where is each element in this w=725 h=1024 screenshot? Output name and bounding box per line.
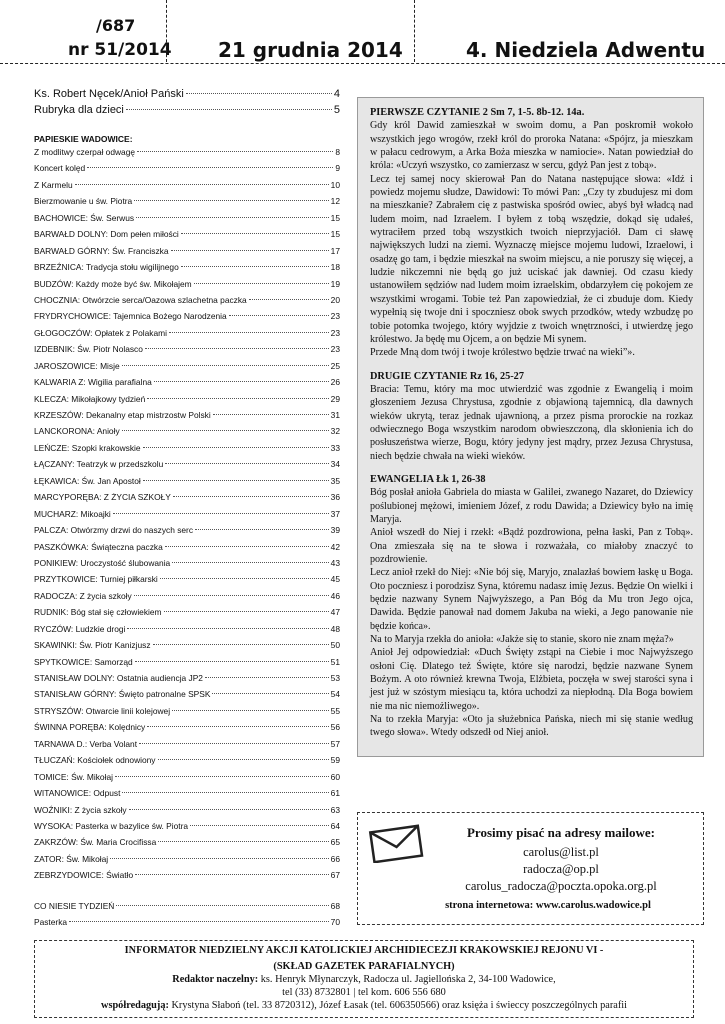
toc-leader-dots [147, 726, 328, 727]
toc-leader-dots [160, 578, 329, 579]
toc-section-title: PAPIESKIE WADOWICE: [34, 134, 133, 144]
table-of-contents [34, 88, 340, 933]
toc-entry-page: 8 [335, 147, 340, 157]
toc-entry-page: 66 [330, 853, 340, 864]
toc-entry-label: ŁĘKAWICA: Św. Jan Apostoł [34, 475, 141, 486]
gospel-heading: EWANGELIA Łk 1, 26-38 [370, 473, 486, 485]
toc-entry-page: 18 [330, 262, 340, 273]
toc-entry-page: 68 [330, 900, 340, 911]
reading-paragraph: Na to rzekła Maryja: «Oto ja służebnica Pańska, niech mi się stanie według twego słowa». Wtedy odszedł od Niej anioł. [370, 714, 693, 739]
toc-leader-dots [158, 759, 329, 760]
toc-entry[interactable] [34, 673, 340, 689]
toc-entry-page: 63 [330, 804, 340, 815]
toc-entry-label: PASZKÓWKA: Świąteczna paczka [34, 541, 163, 552]
toc-bottom-entries [34, 901, 340, 933]
toc-entry[interactable] [34, 624, 340, 640]
toc-leader-dots [186, 93, 332, 94]
coeditors-label: współredagują: [101, 1000, 169, 1011]
toc-entry-page: 39 [330, 525, 340, 536]
toc-entry-page: 67 [330, 870, 340, 881]
coeditors-text: Krystyna Słaboń (tel. 33 8720312), Józef Łasak (tel. 606350566) oraz księża i świeccy poszczególnych parafii [168, 1000, 627, 1011]
toc-entry-page: 42 [330, 541, 340, 552]
toc-leader-dots [126, 109, 332, 110]
masthead [0, 0, 725, 66]
reading-paragraph: Przede Mną dom twój i twoje królestwo będzie trwać na wieki”». [370, 347, 635, 359]
toc-entry-page: 34 [330, 459, 340, 470]
toc-entry-page: 25 [330, 360, 340, 371]
toc-entry[interactable] [34, 196, 340, 212]
toc-entry[interactable] [34, 311, 340, 327]
toc-leader-dots [153, 644, 329, 645]
email-link[interactable]: carolus_radocza@poczta.opoka.org.pl [465, 879, 657, 893]
issue-label: nr 51/2014 [68, 40, 172, 60]
toc-entry-page: 26 [330, 377, 340, 388]
toc-entry-page: 55 [330, 705, 340, 716]
toc-entry[interactable] [34, 805, 340, 821]
toc-leader-dots [122, 430, 329, 431]
first-reading-heading: PIERWSZE CZYTANIE 2 Sm 7, 1-5. 8b-12. 14a. [370, 107, 585, 118]
toc-entry[interactable] [34, 591, 340, 607]
toc-entry[interactable] [34, 870, 340, 886]
toc-entry[interactable] [34, 821, 340, 837]
toc-entry[interactable] [34, 772, 340, 788]
toc-leader-dots [115, 776, 329, 777]
toc-entry-page: 51 [330, 656, 340, 667]
contact-title: Prosimy pisać na adresy mailowe: [466, 825, 655, 840]
toc-leader-dots [173, 496, 329, 497]
issue-date: 21 grudnia 2014 [218, 38, 403, 62]
toc-entry[interactable] [34, 328, 340, 344]
toc-entry-page: 53 [330, 673, 340, 683]
toc-entry[interactable] [34, 788, 340, 804]
toc-entry-page: 23 [330, 344, 340, 355]
toc-entry[interactable] [34, 443, 340, 459]
toc-entry-page: 56 [330, 722, 340, 733]
toc-entry-label: KRZESZÓW: Dekanalny etap mistrzostw Polski [34, 410, 211, 420]
toc-entry[interactable] [34, 262, 340, 278]
toc-entry[interactable] [34, 88, 340, 104]
editor-label: Redaktor naczelny: [172, 974, 259, 985]
toc-entry-label: ZEBRZYDOWICE: Światło [34, 870, 134, 881]
toc-top-entries [34, 88, 340, 120]
toc-entry-page: 15 [330, 229, 340, 240]
toc-leader-dots [165, 463, 328, 464]
contact-box [357, 812, 704, 925]
toc-entry[interactable] [34, 163, 340, 179]
toc-entry-label: ŚWINNA PORĘBA: Kolędnicy [34, 722, 146, 733]
toc-leader-dots [122, 792, 328, 793]
toc-entry-label: WITANOWICE: Odpust [34, 788, 121, 799]
toc-leader-dots [134, 200, 328, 201]
toc-leader-dots [212, 693, 328, 694]
toc-leader-dots [181, 233, 329, 234]
toc-leader-dots [87, 167, 333, 168]
liturgical-feast: 4. Niedziela Adwentu [466, 38, 706, 62]
toc-entry[interactable] [34, 640, 340, 656]
toc-entry-label: CHOCZNIA: Otwórzcie serca/Oazowa szlachetna paczka [34, 294, 247, 305]
toc-entry-page: 50 [330, 640, 340, 651]
toc-entry[interactable] [34, 558, 340, 574]
toc-leader-dots [139, 743, 329, 744]
toc-entry-label: KALWARIA Z: Wigilia parafialna [34, 377, 152, 388]
toc-entry-page: 9 [335, 163, 340, 174]
toc-entry[interactable] [34, 476, 340, 492]
reading-paragraph: Na to Maryja rzekła do anioła: «Jakże się to stanie, skoro nie znam męża?» [370, 634, 674, 646]
toc-leader-dots [164, 611, 329, 612]
toc-entry-label: ZATOR: Św. Mikołaj [34, 853, 109, 864]
toc-leader-dots [137, 151, 333, 152]
toc-entry-label: BARWAŁD DOLNY: Dom pełen miłości [34, 229, 179, 240]
toc-entry[interactable] [34, 104, 340, 120]
toc-leader-dots [129, 809, 329, 810]
toc-entry-label: ŁĄCZANY: Teatrzyk w przedszkolu [34, 459, 164, 470]
toc-entry-label: WYSOKA: Pasterka w bazylice św. Piotra [34, 820, 189, 831]
toc-entry[interactable] [34, 689, 340, 705]
toc-entry[interactable] [34, 246, 340, 262]
toc-entry-label: RYCZÓW: Ludzkie drogi [34, 623, 126, 634]
toc-entry-page: 17 [330, 245, 340, 256]
toc-leader-dots [181, 266, 329, 267]
sunday-readings [357, 97, 704, 757]
toc-leader-dots [136, 217, 329, 218]
toc-leader-dots [165, 546, 329, 547]
toc-leader-dots [75, 184, 329, 185]
toc-entry-label: MUCHARZ: Mikoajki [34, 508, 111, 519]
toc-entry-page: 61 [330, 788, 340, 799]
toc-entry-label: SPYTKOWICE: Samorząd [34, 656, 133, 667]
toc-leader-dots [116, 905, 328, 906]
toc-entry-label: BACHOWICE: Św. Serwus [34, 212, 135, 223]
toc-entry-page: 5 [333, 104, 340, 116]
toc-entry[interactable] [34, 525, 340, 541]
toc-leader-dots [127, 628, 328, 629]
toc-entry-page: 46 [330, 590, 340, 601]
phone-line: tel (33) 8732801 | tel kom. 606 556 680 [282, 987, 446, 998]
reading-paragraph: Anioł Jej odpowiedział: «Duch Święty zstąpi na Ciebie i moc Najwyższego osłoni Cię. Dlatego też Święte, które się narodzi, będzie nazwane Synem Bożym. A oto również krewna Twoja, Elżbieta, poczęła w swej starości syna i jest już w szóstym miesiącu ta, która uchodzi za niepłodną. Dla Boga bowiem nie ma nic niemożliwego». [370, 647, 693, 712]
toc-parish-list [34, 147, 340, 887]
toc-entry-label: IZDEBNIK: Św. Piotr Nolasco [34, 344, 143, 355]
reading-paragraph: Gdy król Dawid zamieszkał w swoim domu, a Pan poskromił wokoło wszystkich jego wrogów, rzekł król do proroka Natana: «Spójrz, ja mieszkam w pałacu cedrowym, a Arka Boża mieszka w namiocie». Natan powiedział do króla: «Uczyń wszystko, co zamierzasz w sercu, gdyż Pan jest z tobą». [370, 120, 693, 172]
toc-entry[interactable] [34, 917, 340, 933]
header-divider [166, 0, 167, 62]
toc-entry-page: 15 [330, 212, 340, 223]
toc-entry-label: BRZEŹNICA: Tradycja stołu wigilijnego [34, 262, 179, 273]
toc-entry-page: 32 [330, 426, 340, 437]
reading-paragraph: Bóg posłał anioła Gabriela do miasta w Galilei, zwanego Nazaret, do Dziewicy poślubionej mężowi, imieniem Józef, z rodu Dawida; a Dziewicy było na imię Maryja. [370, 487, 693, 525]
toc-leader-dots [190, 825, 329, 826]
toc-leader-dots [213, 414, 329, 415]
toc-entry-label: Pasterka [34, 916, 68, 927]
toc-entry-label: LEŃCZE: Szopki krakowskie [34, 442, 141, 453]
toc-entry-label: ZAKRZÓW: Św. Maria Crocifissa [34, 837, 157, 848]
toc-entry-label: PONIKIEW: Uroczystość ślubowania [34, 557, 171, 568]
toc-entry-page: 57 [330, 738, 340, 749]
toc-entry[interactable] [34, 854, 340, 870]
footer-title: INFORMATOR NIEDZIELNY AKCJI KATOLICKIEJ ARCHIDIECEZJI KRAKOWSKIEJ REJONU VI - [124, 945, 604, 956]
toc-entry-page: 47 [330, 607, 340, 618]
toc-entry-page: 64 [330, 820, 340, 831]
toc-entry[interactable] [34, 279, 340, 295]
toc-leader-dots [171, 250, 329, 251]
toc-leader-dots [249, 299, 329, 300]
envelope-icon [368, 823, 424, 863]
toc-entry-label: BUDZÓW: Każdy może być św. Mikołajem [34, 278, 192, 289]
toc-entry-label: RADOCZA: Z życia szkoły [34, 590, 132, 601]
reading-paragraph: Anioł wszedł do Niej i rzekł: «Bądź pozdrowiona, pełna łaski, Pan z Tobą». Ona zmieszała się na te słowa i rozważała, co miałoby znaczyć to pozdrowienie. [370, 527, 693, 565]
toc-leader-dots [154, 381, 329, 382]
toc-entry[interactable] [34, 657, 340, 673]
toc-entry-label: WOŹNIKI: Z życia szkoły [34, 804, 127, 815]
toc-entry-page: 23 [330, 327, 340, 338]
toc-entry[interactable] [34, 361, 340, 377]
toc-entry-page: 60 [330, 771, 340, 782]
toc-entry[interactable] [34, 492, 340, 508]
toc-entry-label: MARCYPORĘBA: Z ŻYCIA SZKOŁY [34, 492, 171, 503]
website-link[interactable]: strona internetowa: www.carolus.wadowice.pl [445, 900, 651, 911]
toc-entry[interactable] [34, 295, 340, 311]
toc-entry-label: STRYSZÓW: Otwarcie linii kolejowej [34, 705, 171, 716]
toc-entry-page: 48 [330, 623, 340, 634]
publisher-footer [34, 940, 694, 1018]
footer-subtitle: (SKŁAD GAZETEK PARAFIALNYCH) [273, 961, 455, 972]
toc-entry[interactable] [34, 147, 340, 163]
toc-entry-label: Rubryka dla dzieci [34, 104, 124, 116]
reading-paragraph: Bracia: Temu, który ma moc utwierdzić was zgodnie z Ewangelią i moim głoszeniem Jezusa Chrystusa, zgodnie z objawioną tajemnicą, dla dawnych wieków ukrytą, teraz jednak ujawnioną, a przez pisma prorockie na rozkaz odwiecznego Boga wszystkim narodom obwieszczoną, dla skłonienia ich do posłuszeństwa wierze, Bogu, który jedyny jest mądry, przez Jezusa Chrystusa, niech będzie chwała na wieki wieków. [370, 383, 693, 462]
toc-entry-page: 37 [330, 508, 340, 519]
toc-entry[interactable] [34, 229, 340, 245]
editor-line [35, 973, 693, 986]
toc-entry-label: STANISŁAW GÓRNY: Święto patronalne SPSK [34, 689, 211, 700]
toc-entry-label: PRZYTKOWICE: Turniej piłkarski [34, 574, 158, 585]
toc-entry-page: 43 [330, 557, 340, 568]
first-reading-text [370, 119, 693, 359]
toc-entry-page: 29 [330, 393, 340, 404]
second-reading-heading: DRUGIE CZYTANIE Rz 16, 25-27 [370, 370, 524, 382]
toc-entry-page: 23 [330, 311, 340, 322]
toc-entry[interactable] [34, 459, 340, 475]
toc-leader-dots [205, 677, 329, 678]
gospel-text [370, 486, 693, 740]
toc-entry-label: PALCZA: Otwórzmy drzwi do naszych serc [34, 525, 194, 536]
toc-entry[interactable] [34, 542, 340, 558]
toc-leader-dots [135, 661, 329, 662]
toc-entry-page: 19 [330, 278, 340, 289]
toc-leader-dots [135, 874, 329, 875]
toc-entry[interactable] [34, 213, 340, 229]
toc-entry-label: BARWAŁD GÓRNY: Św. Franciszka [34, 245, 169, 256]
toc-entry-page: 36 [330, 492, 340, 503]
toc-entry-page: 4 [333, 88, 340, 100]
toc-entry-label: Ks. Robert Nęcek/Anioł Pański [34, 88, 184, 100]
toc-leader-dots [195, 529, 329, 530]
toc-entry[interactable] [34, 837, 340, 853]
toc-entry-label: TARNAWA D.: Verba Volant [34, 738, 138, 749]
toc-entry-label: GŁOGOCZÓW: Opłatek z Polakami [34, 327, 167, 338]
toc-entry-label: STANISŁAW DOLNY: Ostatnia audiencja JP2 [34, 673, 203, 683]
toc-entry[interactable] [34, 722, 340, 738]
toc-entry-page: 12 [330, 196, 340, 207]
toc-entry-page: 20 [330, 294, 340, 305]
toc-leader-dots [110, 858, 329, 859]
header-divider [414, 0, 415, 62]
toc-entry[interactable] [34, 901, 340, 917]
toc-entry-label: RUDNIK: Bóg stał się człowiekiem [34, 607, 162, 618]
toc-entry[interactable] [34, 426, 340, 442]
toc-entry[interactable] [34, 410, 340, 426]
reading-paragraph: Lecz tej samej nocy skierował Pan do Natana następujące słowa: «Idź i powiedz mojemu słudze, Dawidowi: To mówi Pan: „Czy ty zbudujesz mi dom na mieszkanie? Zabrałem cię z pastwiska spośród owiec, abyś był władcą nad ludem moim, nad Izraelem. I byłem z tobą wszędzie, dokąd się udałeś, wytraciłem przed tobą wszystkich twoich nieprzyjaciół. Dam ci sławę największych ludzi na ziemi. Wyznaczę miejsce mojemu ludowi, Izraelowi, i osadzę go tam, i będzie mieszkał na swoim miejscu, a nie poruszy się więcej, a ludzie nikczemni nie będą go już uciskać jak dawniej. Od czasu kiedy ustanowiłem sędziów nad ludem moim izraelskim, obdarzyłem cię pokojem ze wszystkimi wrogami. Tobie też Pan zapowiedział, że ci zbuduje dom. Kiedy wypełnią się twoje dni i spoczniesz obok swych przodków, wtedy wzbudzę po tobie potomka twojego, który wyjdzie z twoich wnętrzności, i utwierdzę jego królestwo. Ja będę mu Ojcem, a on będzie Mi synem. [370, 173, 693, 345]
toc-entry-label: LANCKORONA: Anioły [34, 426, 120, 437]
toc-entry[interactable] [34, 607, 340, 623]
toc-leader-dots [158, 841, 328, 842]
reading-paragraph: Lecz anioł rzekł do Niej: «Nie bój się, Maryjo, znalazłaś bowiem łaskę u Boga. Oto poczniesz i porodzisz Syna, któremu nadasz imię Jezus. Będzie On wielki i będzie nazwany Synem Najwyższego, a Pan Bóg da Mu tron Jego ojca, Dawida. Będzie panował nad domem Jakuba na wieki, a Jego panowanie nie będzie końca». [370, 567, 693, 632]
toc-entry[interactable] [34, 574, 340, 590]
toc-leader-dots [122, 365, 329, 366]
toc-entry-label: FRYDRYCHOWICE: Tajemnica Bożego Narodzenia [34, 311, 227, 322]
toc-leader-dots [172, 710, 329, 711]
toc-entry-page: 54 [330, 689, 340, 700]
toc-leader-dots [147, 398, 328, 399]
toc-leader-dots [194, 283, 329, 284]
toc-entry-label: Koncert kolęd [34, 163, 86, 174]
toc-leader-dots [69, 921, 329, 922]
toc-entry-label: CO NIESIE TYDZIEŃ [34, 900, 115, 911]
toc-entry-label: TOMICE: Św. Mikołaj [34, 771, 113, 782]
header-rule [0, 63, 725, 64]
toc-entry-label: KLECZA: Mikołajkowy tydzień [34, 393, 146, 404]
toc-entry-label: TŁUCZAŃ: Kościołek odnowiony [34, 755, 156, 766]
toc-entry[interactable] [34, 344, 340, 360]
toc-entry-label: Z modlitwy czerpał odwagę [34, 147, 136, 157]
email-link[interactable]: radocza@op.pl [523, 862, 599, 876]
toc-entry-page: 59 [330, 755, 340, 766]
toc-leader-dots [134, 595, 329, 596]
toc-leader-dots [145, 348, 329, 349]
toc-leader-dots [113, 513, 329, 514]
toc-entry[interactable] [34, 706, 340, 722]
toc-entry-page: 10 [330, 179, 340, 190]
toc-entry[interactable] [34, 180, 340, 196]
toc-entry-page: 65 [330, 837, 340, 848]
toc-leader-dots [143, 480, 329, 481]
issue-number: /687 [96, 16, 136, 35]
toc-entry-label: Z Karmelu [34, 179, 73, 190]
toc-leader-dots [229, 315, 329, 316]
toc-entry-page: 70 [330, 916, 340, 927]
coeditors-line [35, 999, 693, 1012]
toc-leader-dots [169, 332, 329, 333]
toc-entry-page: 33 [330, 442, 340, 453]
second-reading-text [370, 383, 693, 463]
toc-entry-page: 45 [330, 574, 340, 585]
toc-leader-dots [172, 562, 328, 563]
toc-entry-label: SKAWINKI: Św. Piotr Kanizjusz [34, 640, 151, 651]
toc-entry-label: JAROSZOWICE: Misje [34, 360, 120, 371]
toc-entry[interactable] [34, 394, 340, 410]
toc-entry-label: Bierzmowanie u św. Piotra [34, 196, 133, 207]
toc-entry[interactable] [34, 509, 340, 525]
toc-entry-page: 35 [330, 475, 340, 486]
email-link[interactable]: carolus@list.pl [523, 845, 599, 859]
toc-entry-page: 31 [330, 410, 340, 420]
editor-text: ks. Henryk Młynarczyk, Radocza ul. Jagiellońska 2, 34-100 Wadowice, [258, 974, 556, 985]
toc-entry[interactable] [34, 739, 340, 755]
toc-entry[interactable] [34, 377, 340, 393]
toc-leader-dots [143, 447, 329, 448]
toc-entry[interactable] [34, 755, 340, 771]
